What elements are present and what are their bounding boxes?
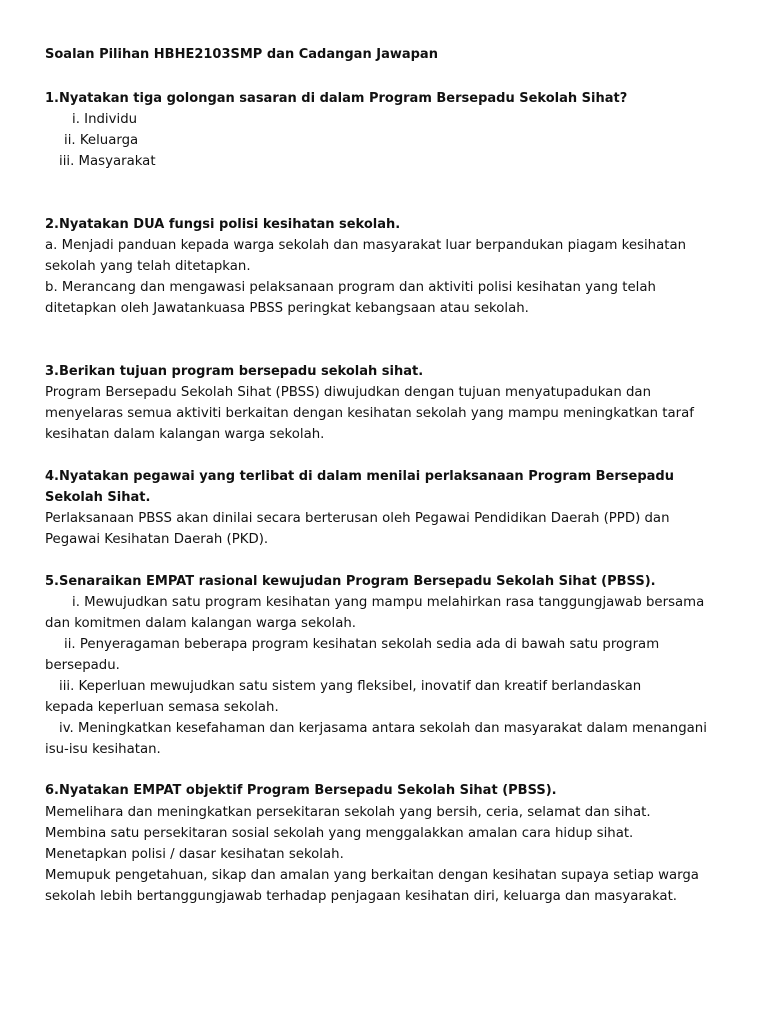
q6-line-1: Memelihara dan meningkatkan persekitaran sekolah yang bersih, ceria, selamat dan sihat. — [45, 805, 651, 820]
q5-line-2: dan komitmen dalam kalangan warga sekolah. — [45, 616, 357, 631]
q6-line-4: Memupuk pengetahuan, sikap dan amalan yang berkaitan dengan kesihatan supaya setiap warga — [45, 868, 699, 883]
q5-line-7: iv. Meningkatkan kesefahaman dan kerjasama antara sekolah dan masyarakat dalam menangani — [59, 721, 707, 736]
q2-line-3: b. Merancang dan mengawasi pelaksanaan program dan aktiviti polisi kesihatan yang telah — [45, 280, 656, 295]
q6-line-5: sekolah lebih bertanggungjawab terhadap penjagaan kesihatan diri, keluarga dan masyarakat. — [45, 889, 678, 904]
question-3: 3.Berikan tujuan program bersepadu sekolah sihat. — [45, 364, 424, 379]
question-1: 1.Nyatakan tiga golongan sasaran di dalam Program Bersepadu Sekolah Sihat? — [45, 91, 628, 106]
q1-item-2: ii. Keluarga — [64, 133, 139, 148]
q5-line-4: bersepadu. — [45, 658, 120, 673]
document-title: Soalan Pilihan HBHE2103SMP dan Cadangan Jawapan — [45, 47, 438, 62]
question-4-line-1: 4.Nyatakan pegawai yang terlibat di dalam menilai perlaksanaan Program Bersepadu — [45, 469, 674, 484]
question-5: 5.Senaraikan EMPAT rasional kewujudan Program Bersepadu Sekolah Sihat (PBSS). — [45, 574, 656, 589]
q2-line-4: ditetapkan oleh Jawatankuasa PBSS peringkat kebangsaan atau sekolah. — [45, 301, 529, 316]
q4-line-2: Pegawai Kesihatan Daerah (PKD). — [45, 532, 269, 547]
q2-line-1: a. Menjadi panduan kepada warga sekolah dan masyarakat luar berpandukan piagam kesihatan — [45, 238, 687, 253]
q5-line-8: isu-isu kesihatan. — [45, 742, 161, 757]
q5-line-6: kepada keperluan semasa sekolah. — [45, 700, 279, 715]
q5-line-1: i. Mewujudkan satu program kesihatan yang mampu melahirkan rasa tanggungjawab bersama — [72, 595, 705, 610]
q3-line-2: menyelaras semua aktiviti berkaitan dengan kesihatan sekolah yang mampu meningkatkan taraf — [45, 406, 694, 421]
q5-line-3: ii. Penyeragaman beberapa program kesihatan sekolah sedia ada di bawah satu program — [64, 637, 660, 652]
q6-line-2: Membina satu persekitaran sosial sekolah yang menggalakkan amalan cara hidup sihat. — [45, 826, 634, 841]
q1-item-1: i. Individu — [72, 112, 138, 127]
q4-line-1: Perlaksanaan PBSS akan dinilai secara berterusan oleh Pegawai Pendidikan Daerah (PPD) dan — [45, 511, 670, 526]
question-2: 2.Nyatakan DUA fungsi polisi kesihatan sekolah. — [45, 217, 401, 232]
question-6: 6.Nyatakan EMPAT objektif Program Bersepadu Sekolah Sihat (PBSS). — [45, 783, 557, 798]
q3-line-1: Program Bersepadu Sekolah Sihat (PBSS) diwujudkan dengan tujuan menyatupadukan dan — [45, 385, 651, 400]
q1-item-3: iii. Masyarakat — [59, 154, 156, 169]
q2-line-2: sekolah yang telah ditetapkan. — [45, 259, 251, 274]
q5-line-5: iii. Keperluan mewujudkan satu sistem yang fleksibel, inovatif dan kreatif berlandaskan — [59, 679, 642, 694]
q3-line-3: kesihatan dalam kalangan warga sekolah. — [45, 427, 325, 442]
q6-line-3: Menetapkan polisi / dasar kesihatan sekolah. — [45, 847, 344, 862]
question-4-line-2: Sekolah Sihat. — [45, 490, 151, 505]
